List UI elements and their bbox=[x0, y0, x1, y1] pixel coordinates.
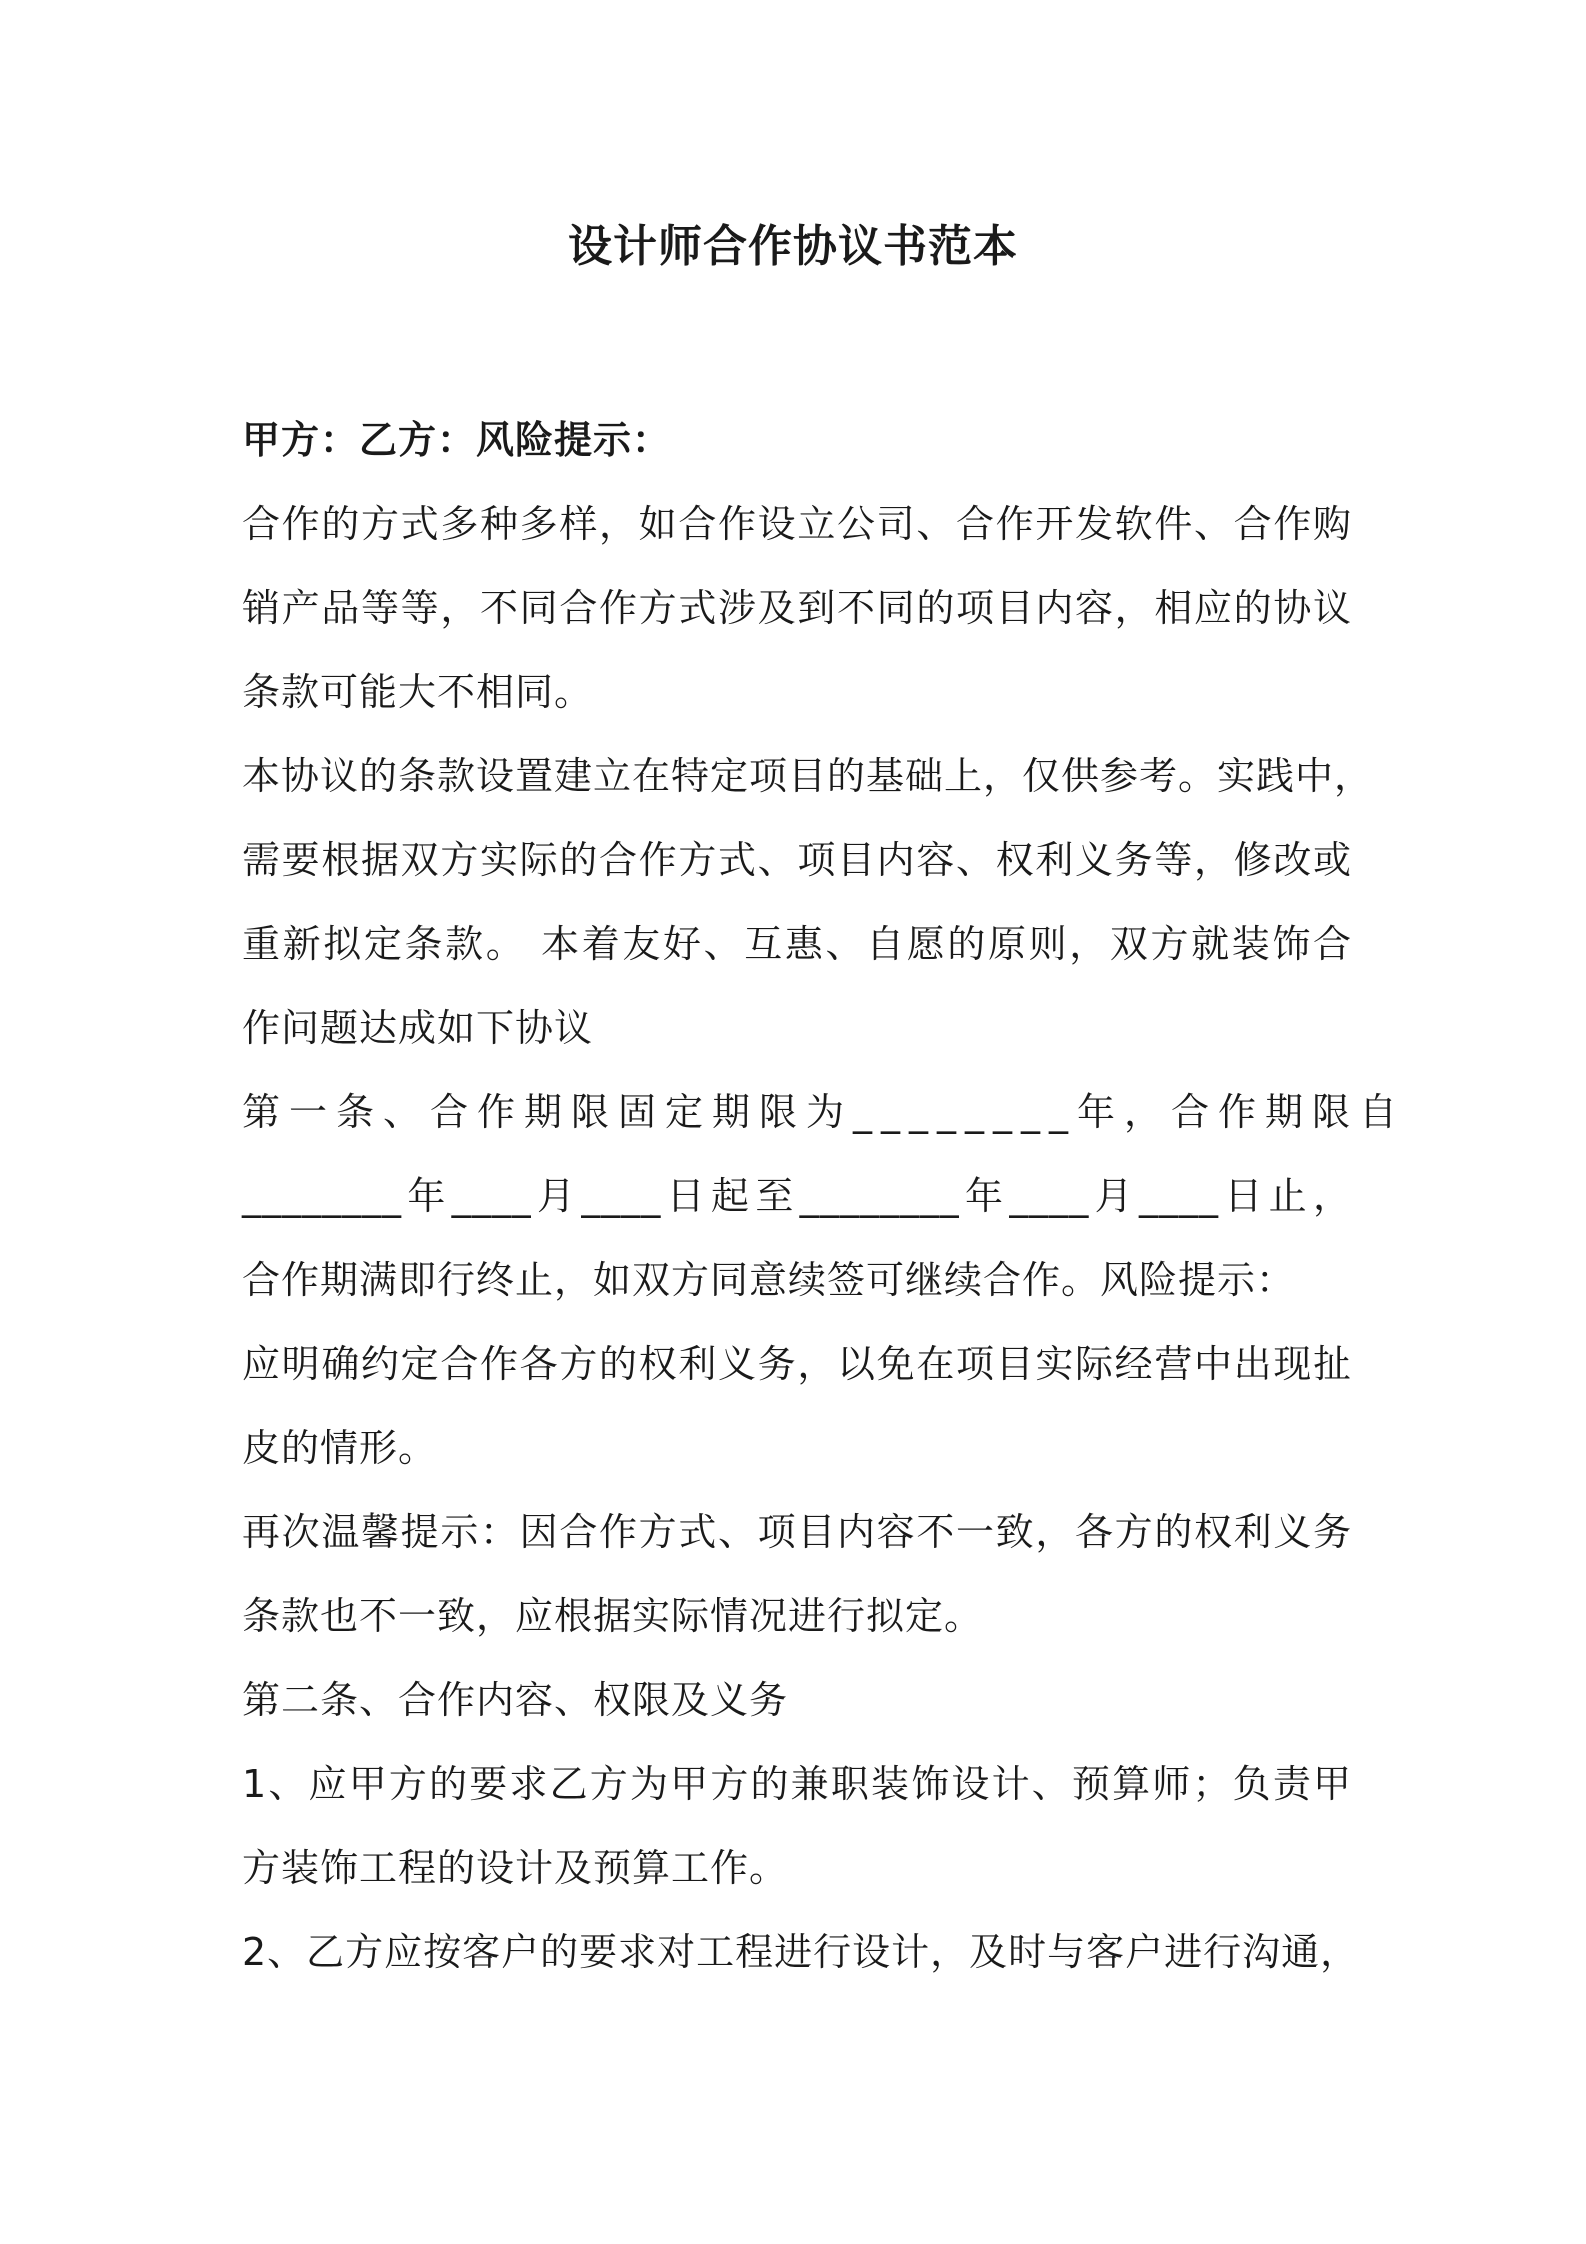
paragraph-line: 本协议的条款设置建立在特定项目的基础上，仅供参考。实践中， bbox=[242, 754, 1374, 798]
paragraph-line: 皮的情形。 bbox=[242, 1426, 438, 1470]
paragraph-line: 合作期满即行终止，如双方同意续签可继续合作。风险提示： bbox=[242, 1258, 1296, 1302]
paragraph-line: 销产品等等，不同合作方式涉及到不同的项目内容，相应的协议 bbox=[242, 586, 1352, 630]
paragraph-line: 条款也不一致，应根据实际情况进行拟定。 bbox=[242, 1594, 984, 1638]
article-heading-line: 第一条、合作期限固定期限为________年，合作期限自 bbox=[242, 1090, 1407, 1134]
clause-line: 方装饰工程的设计及预算工作。 bbox=[242, 1846, 789, 1890]
paragraph-line: 再次温馨提示：因合作方式、项目内容不一致，各方的权利义务 bbox=[242, 1510, 1352, 1554]
clause-line: 1、应甲方的要求乙方为甲方的兼职装饰设计、预算师；负责甲 bbox=[242, 1762, 1352, 1806]
parties-line: 甲方：乙方：风险提示： bbox=[242, 418, 672, 462]
paragraph-line: 合作的方式多种多样，如合作设立公司、合作开发软件、合作购 bbox=[242, 502, 1352, 546]
paragraph-line: 需要根据双方实际的合作方式、项目内容、权利义务等，修改或 bbox=[242, 838, 1352, 882]
article-heading-line: 第二条、合作内容、权限及义务 bbox=[242, 1678, 789, 1722]
paragraph-line: 应明确约定合作各方的权利义务，以免在项目实际经营中出现扯 bbox=[242, 1342, 1352, 1386]
date-fill-line: ________年____月____日起至________年____月____日止， bbox=[242, 1174, 1352, 1218]
clause-line: 2、乙方应按客户的要求对工程进行设计，及时与客户进行沟通， bbox=[242, 1930, 1360, 1974]
paragraph-line: 重新拟定条款。 本着友好、互惠、自愿的原则，双方就装饰合 bbox=[242, 922, 1352, 966]
document-body bbox=[242, 398, 1407, 1994]
paragraph-line: 条款可能大不相同。 bbox=[242, 670, 594, 714]
document-title: 设计师合作协议书范本 bbox=[568, 221, 1018, 272]
paragraph-line: 作问题达成如下协议 bbox=[242, 1006, 594, 1050]
